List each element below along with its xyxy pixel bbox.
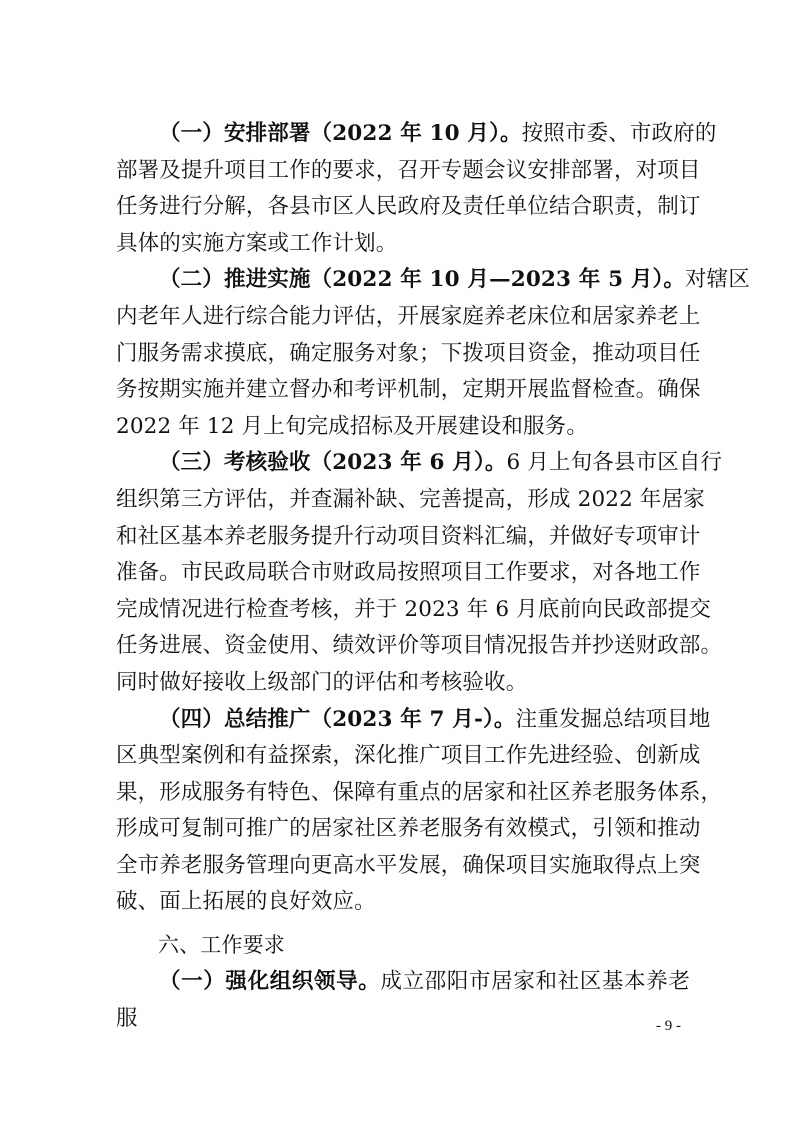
paragraph-text: 成立邵阳市居家和社区基本养老服	[116, 969, 690, 1031]
paragraph-line: 全市养老服务管理向更高水平发展，确保项目实施取得点上突	[116, 852, 701, 878]
paragraph-line: 准备。市民政局联合市财政局按照项目工作要求，对各地工作	[116, 560, 701, 586]
paragraph-text: 按照市委、市政府的	[521, 121, 717, 146]
page-number: - 9 -	[656, 1018, 681, 1034]
section-title: 六、工作要求	[158, 933, 285, 958]
paragraph-line	[116, 445, 723, 482]
paragraph-heading: （一）强化组织领导。	[159, 969, 381, 995]
paragraph-line: 同时做好接收上级部门的评估和考核验收。	[116, 669, 528, 695]
paragraph-heading: （三）考核验收（2023 年 6 月）。	[159, 450, 507, 476]
paragraph-line: 形成可复制可推广的居家社区养老服务有效模式，引领和推动	[116, 816, 701, 842]
paragraph-implementation	[116, 262, 750, 445]
paragraph-line: 部署及提升项目工作的要求，召开专题会议安排部署，对项目	[116, 157, 701, 183]
paragraph-line: 务按期实施并建立督办和考评机制，定期开展监督检查。确保	[116, 377, 701, 403]
paragraph-line: 组织第三方评估，并查漏补缺、完善提高，形成 2022 年居家	[116, 486, 705, 512]
paragraph-text: 对辖区	[685, 267, 750, 293]
paragraph-line: 2022 年 12 月上旬完成招标及开展建设和服务。	[116, 413, 588, 439]
paragraph-line: 和社区基本养老服务提升行动项目资料汇编，并做好专项审计	[116, 523, 701, 549]
paragraph-text: 注重发掘总结项目地	[515, 706, 711, 732]
paragraph-heading: （四）总结推广（2023 年 7 月-）。	[159, 706, 516, 732]
paragraph-arrangement	[116, 116, 717, 262]
paragraph-line: 果，形成服务有特色、保障有重点的居家和社区养老服务体系，	[116, 779, 723, 805]
paragraph-leadership	[116, 964, 690, 1037]
paragraph-line: 任务进展、资金使用、绩效评价等项目情况报告并抄送财政部。	[116, 633, 723, 659]
paragraph-line	[116, 116, 717, 153]
paragraph-line: 任务进行分解，各县市区人民政府及责任单位结合职责，制订	[116, 194, 701, 220]
paragraph-line	[116, 702, 711, 739]
paragraph-heading: （二）推进实施（2022 年 10 月—2023 年 5 月）。	[159, 267, 686, 293]
paragraph-line: 门服务需求摸底，确定服务对象；下拨项目资金，推动项目任	[116, 340, 701, 366]
paragraph-line: 区典型案例和有益探索，深化推广项目工作先进经验、创新成	[116, 743, 701, 769]
paragraph-heading: （一）安排部署（2022 年 10 月）。	[159, 121, 522, 146]
paragraph-line: 完成情况进行检查考核，并于 2023 年 6 月底前向民政部提交	[116, 596, 712, 622]
paragraph-acceptance	[116, 445, 723, 701]
paragraph-line: 破、面上拓展的良好效应。	[116, 889, 376, 915]
paragraph-line: 具体的实施方案或工作计划。	[116, 230, 398, 256]
paragraph-line: 内老年人进行综合能力评估，开展家庭养老床位和居家养老上	[116, 303, 701, 329]
document-body	[116, 116, 750, 1037]
paragraph-promotion	[116, 702, 723, 922]
paragraph-line	[116, 262, 750, 299]
paragraph-text: 6 月上旬各县市区自行	[506, 450, 723, 476]
